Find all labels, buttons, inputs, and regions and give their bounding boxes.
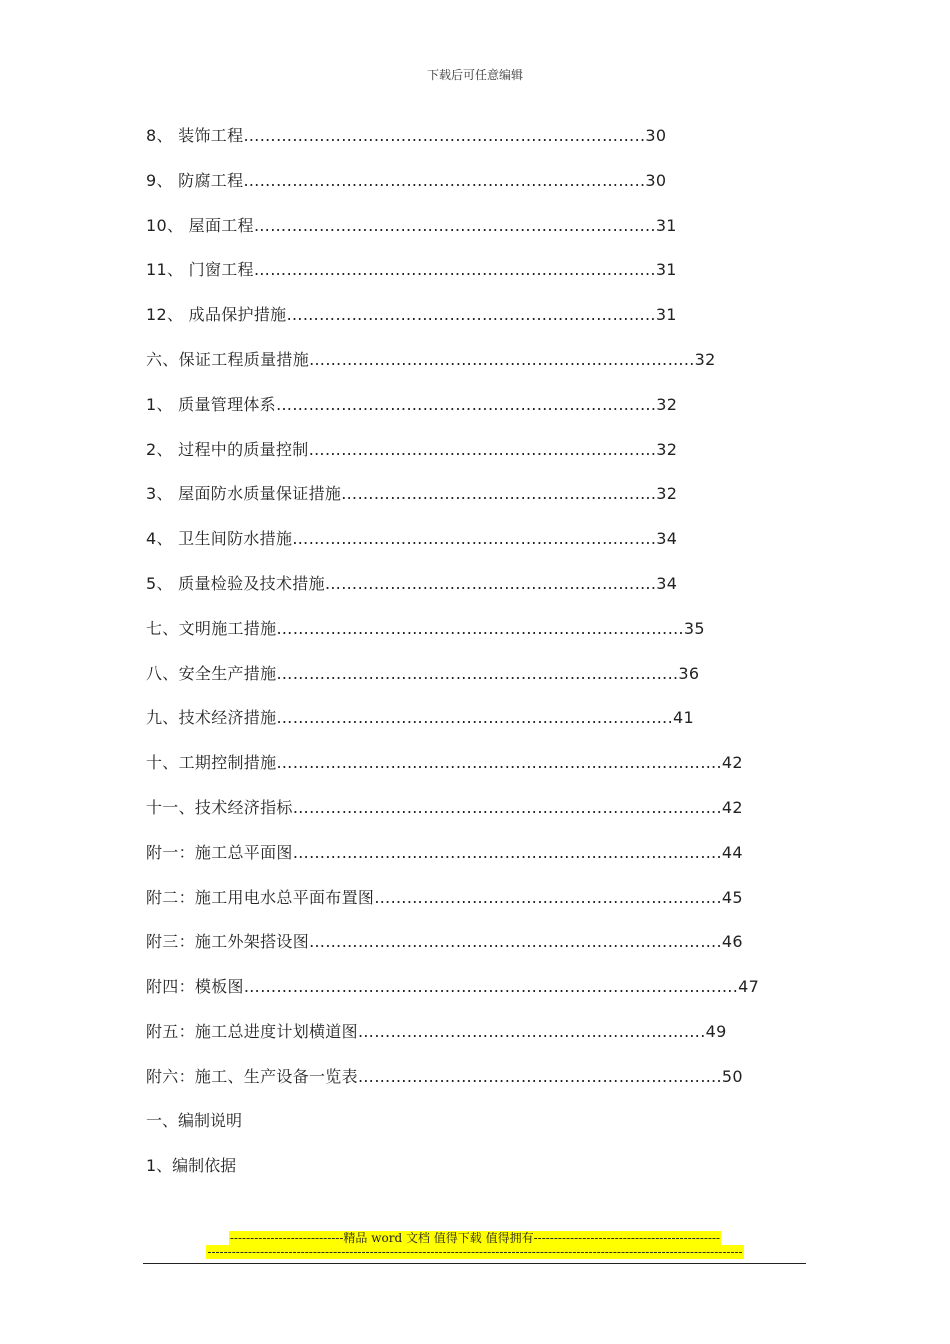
toc-entry[interactable]: 11、 门窗工程………………………………………………………………..31 xyxy=(146,260,677,280)
toc-entry[interactable]: 12、 成品保护措施…………………………………………………………..31 xyxy=(146,305,677,325)
footer-banner-line1 xyxy=(0,1229,950,1246)
toc-entry[interactable]: 附三：施工外架搭设图………………………………………………………………….46 xyxy=(146,932,743,952)
toc-entry[interactable]: 9、 防腐工程………………………………………………………………..30 xyxy=(146,170,667,190)
section-heading: 一、编制说明 xyxy=(146,1111,243,1130)
footer-banner-dashes: ------------------------------------------------------------------------------------------------------------------------------------ xyxy=(207,1245,743,1259)
footer-rule xyxy=(143,1263,806,1264)
toc-entry[interactable]: 附六：施工、生产设备一览表………………………………………………………….50 xyxy=(146,1066,743,1086)
toc-entry[interactable]: 十一、技术经济指标…………………………………………………………………….42 xyxy=(146,797,743,817)
toc-entry[interactable]: 附一：施工总平面图…………………………………………………………………….44 xyxy=(146,842,743,862)
toc-entry[interactable]: 七、文明施工措施…………………………………………………………………35 xyxy=(146,618,705,638)
toc-entry[interactable]: 八、安全生产措施………………………………………………………………..36 xyxy=(146,663,700,683)
toc-entry[interactable]: 十、工期控制措施……………………………………………………………………….42 xyxy=(146,753,743,773)
footer-banner-text: ----------------------------精品 word 文档 值得下载 值得拥有---------------------------------------------- xyxy=(229,1231,721,1245)
page-header: 下载后可任意编辑 xyxy=(426,68,523,82)
toc-entry[interactable]: 3、 屋面防水质量保证措施………………………………………………….32 xyxy=(146,484,678,504)
toc-entry[interactable]: 2、 过程中的质量控制……………………………………………………….32 xyxy=(146,439,678,459)
toc-entry[interactable]: 4、 卫生间防水措施………………………………………………………….34 xyxy=(146,529,678,549)
toc-entry[interactable]: 1、 质量管理体系…………………………………………………………….32 xyxy=(146,394,678,414)
toc-entry[interactable]: 附四：模板图……………………………………………………………………………….47 xyxy=(146,977,760,997)
toc-entry[interactable]: 10、 屋面工程………………………………………………………………..31 xyxy=(146,215,677,235)
subsection-heading: 1、编制依据 xyxy=(146,1156,237,1175)
toc-entry[interactable]: 六、保证工程质量措施……………………………………………………………..32 xyxy=(146,349,716,369)
toc-entry[interactable]: 附二：施工用电水总平面布置图……………………………………………………….45 xyxy=(146,887,743,907)
toc-entry[interactable]: 5、 质量检验及技术措施…………………………………………………….34 xyxy=(146,573,678,593)
toc-entry[interactable]: 附五：施工总进度计划横道图……………………………………………………….49 xyxy=(146,1021,727,1041)
table-of-contents xyxy=(146,122,786,1108)
toc-entry[interactable]: 九、技术经济措施……………………………………………………………….41 xyxy=(146,708,694,728)
toc-entry[interactable]: 8、 装饰工程………………………………………………………………..30 xyxy=(146,126,667,145)
footer-banner-line2 xyxy=(0,1245,950,1259)
